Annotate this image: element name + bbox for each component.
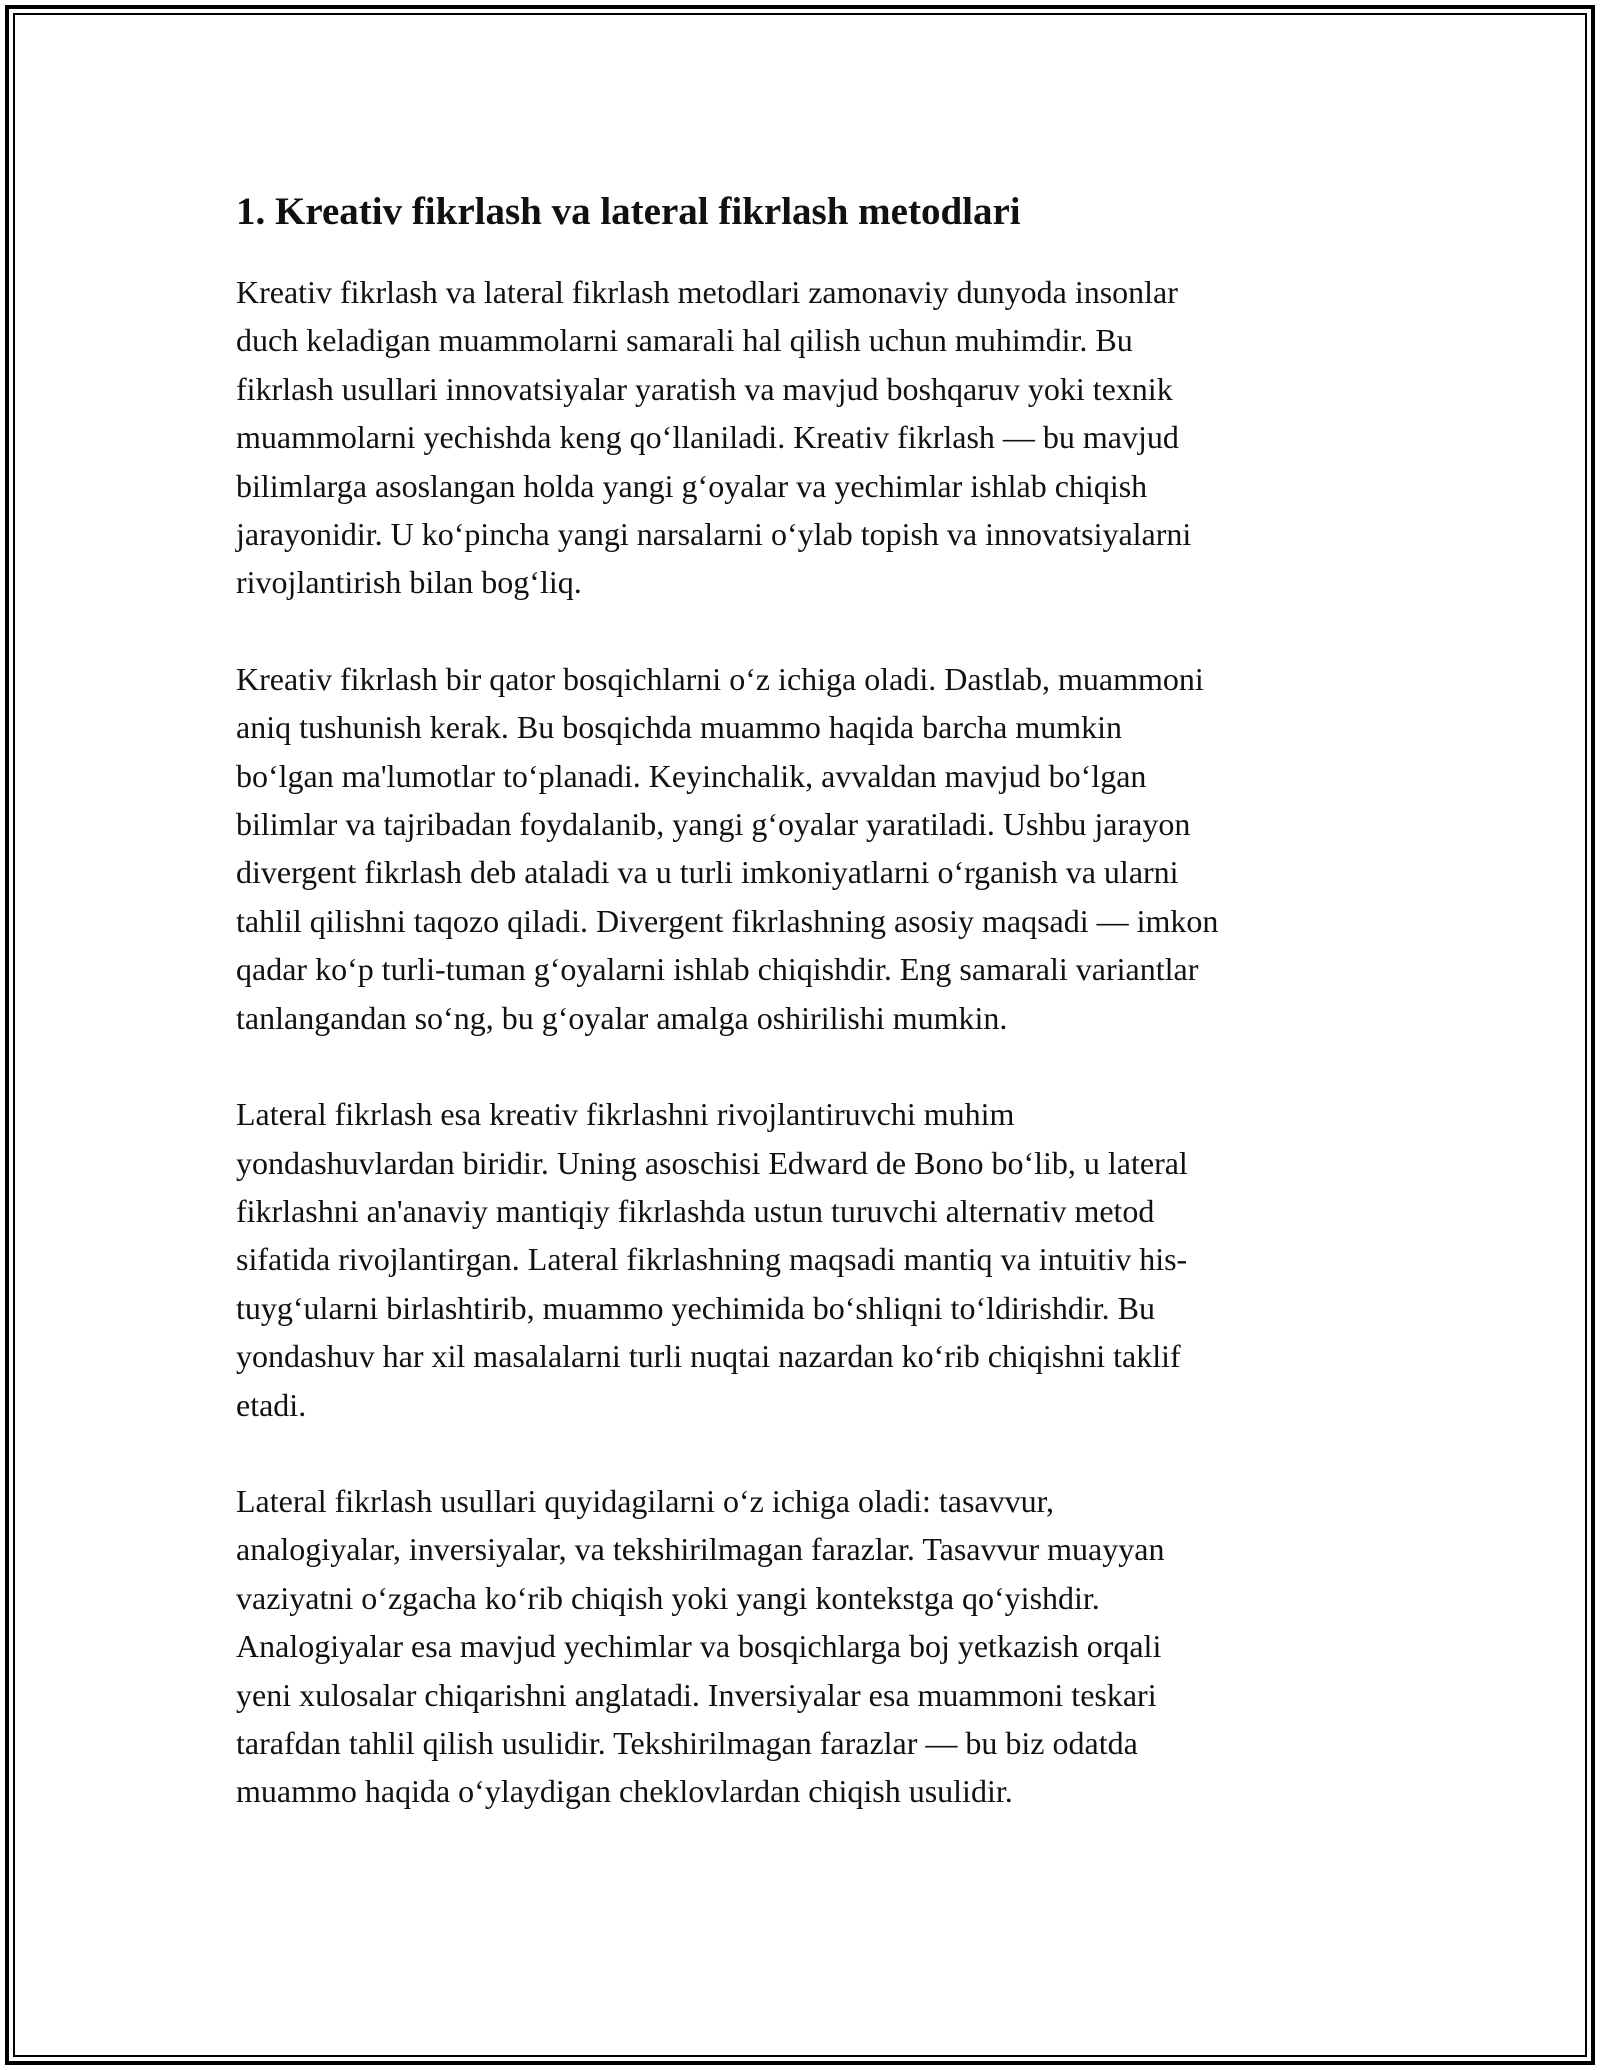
text-line: yeni xulosalar chiqarishni anglatadi. Inversiyalar esa muammoni teskari [236, 1676, 1157, 1713]
text-line: duch keladigan muammolarni samarali hal qilish uchun muhimdir. Bu [236, 322, 1133, 359]
text-line: bo‘lgan ma'lumotlar to‘planadi. Keyinchalik, avvaldan mavjud bo‘lgan [236, 757, 1147, 794]
text-line: fikrlashni an'anaviy mantiqiy fikrlashda ustun turuvchi alternativ metod [236, 1192, 1155, 1229]
text-line: vaziyatni o‘zgacha ko‘rib chiqish yoki yangi kontekstga qo‘yishdir. [236, 1579, 1100, 1616]
paragraph-list [236, 268, 1366, 1816]
text-line: sifatida rivojlantirgan. Lateral fikrlashning maqsadi mantiq va intuitiv his- [236, 1241, 1188, 1278]
text-line: muammolarni yechishda keng qo‘llaniladi. Kreativ fikrlash — bu mavjud [236, 419, 1179, 456]
paragraph-4 [236, 1477, 1366, 1816]
text-line: tanlangandan so‘ng, bu g‘oyalar amalga oshirilishi mumkin. [236, 999, 1008, 1036]
section-heading: 1. Kreativ fikrlash va lateral fikrlash metodlari [236, 190, 1021, 233]
text-line: etadi. [236, 1386, 307, 1423]
text-line: rivojlantirish bilan bog‘liq. [236, 564, 582, 601]
text-line: divergent fikrlash deb ataladi va u turli imkoniyatlarni o‘rganish va ularni [236, 854, 1179, 891]
document-body [236, 186, 1366, 1816]
text-line: aniq tushunish kerak. Bu bosqichda muammo haqida barcha mumkin [236, 709, 1123, 746]
text-line: Kreativ fikrlash va lateral fikrlash metodlari zamonaviy dunyoda insonlar [236, 274, 1178, 310]
text-line: yondashuv har xil masalalarni turli nuqtai nazardan ko‘rib chiqishni taklif [236, 1338, 1181, 1375]
text-line: analogiyalar, inversiyalar, va tekshirilmagan farazlar. Tasavvur muayyan [236, 1531, 1165, 1568]
text-line: Lateral fikrlash esa kreativ fikrlashni rivojlantiruvchi muhim [236, 1096, 1015, 1133]
paragraph-2 [236, 655, 1366, 1042]
paragraph-3 [236, 1090, 1366, 1429]
text-line: Lateral fikrlash usullari quyidagilarni o‘z ichiga oladi: tasavvur, [236, 1482, 1054, 1519]
text-line: Kreativ fikrlash bir qator bosqichlarni o‘z ichiga oladi. Dastlab, muammoni [236, 660, 1204, 697]
text-line: yondashuvlardan biridir. Uning asoschisi Edward de Bono bo‘lib, u lateral [236, 1144, 1188, 1181]
text-line: bilimlarga asoslangan holda yangi g‘oyalar va yechimlar ishlab chiqish [236, 467, 1148, 504]
text-line: fikrlash usullari innovatsiyalar yaratish va mavjud boshqaruv yoki texnik [236, 370, 1173, 407]
text-line: qadar ko‘p turli-tuman g‘oyalarni ishlab chiqishdir. Eng samarali variantlar [236, 951, 1199, 988]
text-line: muammo haqida o‘ylaydigan cheklovlardan chiqish usulidir. [236, 1773, 1013, 1810]
text-line: Analogiyalar esa mavjud yechimlar va bosqichlarga boj yetkazish orqali [236, 1628, 1162, 1665]
text-line: tuyg‘ularni birlashtirib, muammo yechimida bo‘shliqni to‘ldirishdir. Bu [236, 1289, 1155, 1326]
paragraph-1 [236, 268, 1366, 607]
text-line: jarayonidir. U ko‘pincha yangi narsalarni o‘ylab topish va innovatsiyalarni [236, 516, 1192, 553]
text-line: tahlil qilishni taqozo qiladi. Divergent fikrlashning asosiy maqsadi — imkon [236, 902, 1219, 939]
text-line: bilimlar va tajribadan foydalanib, yangi g‘oyalar yaratiladi. Ushbu jarayon [236, 806, 1191, 843]
text-line: tarafdan tahlil qilish usulidir. Tekshirilmagan farazlar — bu biz odatda [236, 1724, 1138, 1761]
